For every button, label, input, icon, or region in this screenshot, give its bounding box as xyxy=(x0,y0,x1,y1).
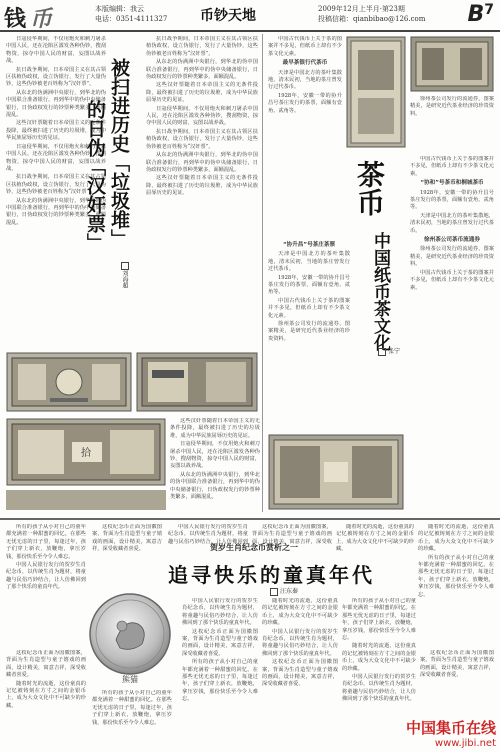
article3-kicker: 贺岁生肖纪念币赏析之一 xyxy=(210,542,298,552)
banknote-image-1 xyxy=(6,352,132,412)
site-watermark xyxy=(406,717,496,749)
article3-body-left-top xyxy=(6,524,86,648)
article2-paragraph: 徐州茶公司发行的流通券，图案精美，是研究近代茶业经济的珍贵资料。 xyxy=(410,246,494,268)
article3-paragraph: 随着时光的流逝，这份童真的记忆被铸刻在方寸之间的金银币上，成为大众文化中不可缺少的珍藏。 xyxy=(418,524,494,553)
tea-note-image-2 xyxy=(410,36,494,92)
article1-paragraph: 抗日战争期间，日本帝国主义在其占领区扶植伪政权，设立伪银行，发行了大量伪钞，这些伪钞被老百姓称为“汉奸票”。 xyxy=(6,174,106,196)
article3-body-col5-top xyxy=(336,524,414,564)
article3-paragraph: 中国人民银行发行的贺岁生肖纪念币，以传统生肖为题材，将童趣与民俗巧妙结合，让人仿佛回到了那个快乐的童真年代。 xyxy=(342,674,416,703)
page-letter: B xyxy=(467,2,485,27)
article3-byline xyxy=(270,586,298,596)
article3-body-col3-bottom xyxy=(182,598,258,746)
article1-paragraph: 从东北的伪满洲中央银行，到华北的伪中国联合准备银行，再到华中的伪中央储备银行，日伪政权发行的钞票种类繁多，面额混乱。 xyxy=(146,152,258,173)
byline-box xyxy=(270,588,278,596)
svg-text:拾: 拾 xyxy=(81,448,91,459)
article1-paragraph: 抗日战争期间，日本帝国主义在其占领区扶植伪政权，设立伪银行，发行了大量伪钞，这些伪钞被老百姓称为“汉奸票”。 xyxy=(146,128,258,150)
article2-paragraph: 徐州茶公司发行的流通券，图案精美，是研究近代茶业经济的珍贵资料。 xyxy=(410,96,494,117)
article2-paragraph: 1928年，安徽一带的协升昌号茶庄发行的茶票，面额有壹角、贰角等。 xyxy=(268,274,350,296)
tea-note-image-1 xyxy=(346,36,406,148)
page-digit: 7 xyxy=(484,2,494,18)
article3-paragraph: 随着时光的流逝，这份童真的记忆被铸刻在方寸之间的金银币上，成为大众文化中不可缺少的珍藏。 xyxy=(6,680,86,709)
section-title: 币钞天地 xyxy=(200,8,256,24)
article2-title-2: 中国纸币茶文化 xyxy=(370,232,390,351)
article1-paragraph: 抗日战争期间，日本帝国主义在其占领区扶植伪政权，设立伪银行，发行了大量伪钞，这些伪钞被老百姓称为“汉奸票”。 xyxy=(6,66,106,88)
article3-paragraph: 随着时光的流逝，这份童真的记忆被铸刻在方寸之间的金银币上，成为大众文化中不可缺少的珍藏。 xyxy=(262,598,338,627)
watermark-url: www.jibi.net xyxy=(434,738,496,749)
article2-paragraph: 1928年，安徽一带的协升昌号茶庄发行的茶票，面额有壹角、贰角等。 xyxy=(410,189,494,211)
article2-body-right xyxy=(410,156,494,512)
banknote-image-2 xyxy=(136,352,258,412)
article2-paragraph: 天津是中国北方的茶叶集散地，清末民初，当地的茶庄曾发行过代茶币。 xyxy=(410,212,494,234)
section-divider xyxy=(0,518,500,520)
article3-body-left-bottom xyxy=(6,650,86,746)
masthead-logo xyxy=(4,2,54,33)
article3-paragraph: 中国人民银行发行的贺岁生肖纪念币，以传统生肖为题材，将童趣与民俗巧妙结合，让人仿佛回到了那个快乐的童真年代。 xyxy=(182,598,258,627)
article1-paragraph: 从东北的伪满洲中央银行，到华北的伪中国联合准备银行，再到华中的伪中央储备银行，日伪政权发行的钞票种类繁多，面额混乱。 xyxy=(6,89,106,119)
article3-paragraph: 随着时光的流逝，这份童真的记忆被铸刻在方寸之间的金银币上，成为大众文化中不可缺少的珍藏。 xyxy=(336,524,414,553)
article1-paragraph: 日寇侵华期间，不仅用炮火和刺刀屠杀中国人民，还在沦陷区滥发各种伪钞，搜刮物资，掠夺中国人民的财富，妄图以战养战。 xyxy=(6,36,106,65)
article3-body-col3-top xyxy=(168,524,248,544)
phone-line: 电话：0351-4111327 xyxy=(95,15,168,23)
article1-paragraph: 日寇侵华期间，不仅用炮火和刺刀屠杀中国人民，还在沦陷区滥发各种伪钞，搜刮物资，掠夺中国人民的财富，妄图以战养战。 xyxy=(170,441,260,470)
article1-paragraph: 这些汉奸票随着日本帝国主义的无条件投降，最终被扫进了历史的垃圾堆，成为中华民族屈辱历史的见证。 xyxy=(146,175,258,197)
article2-subhead: “协和”号茶币和桐城茶币 xyxy=(420,180,484,187)
article2-paragraph: 徐州茶公司发行的流通券，图案精美，是研究近代茶业经济的珍贵资料。 xyxy=(268,321,350,342)
article1-title-2: 的日伪「汉奸票」 xyxy=(84,100,106,252)
article3-paragraph: 随着时光的流逝，这份童真的记忆被铸刻在方寸之间的金银币上，成为大众文化中不可缺少的珍藏。 xyxy=(342,643,416,672)
article1-author: 刘海超 xyxy=(121,270,128,288)
article2-author: 张宁 xyxy=(388,348,401,355)
article3-paragraph: 这枚纪念币正面为国徽图案，背面为生肖造型与童子嬉戏的画面，设计精美，寓意吉祥，深受收 xyxy=(252,524,332,544)
article3-paragraph: 这枚纪念币正面为国徽图案，背面为生肖造型与童子嬉戏的画面，设计精美，寓意吉祥，深受收藏者喜爱。 xyxy=(182,628,258,657)
article2-subhead: 徐州茶公司茶币流通券 xyxy=(424,237,480,244)
byline-box xyxy=(121,262,129,270)
article3-paragraph: 所有的孩子从小对自己的童年都充满着一种甜蜜的回忆。在那些无忧无虑的日子里，每逢过年，孩子们穿上新衣，放鞭炮，拿压岁钱，那份快乐至今令人难忘。 xyxy=(6,524,86,560)
article2-paragraph: 中国古代钱币上关于茶的图案并不多见，但纸币上却有不少茶文化元素。 xyxy=(410,269,494,291)
article3-body-col2-bottom xyxy=(92,690,172,746)
issue-info xyxy=(318,4,425,24)
article3-body-col2-top xyxy=(92,524,162,564)
editor-info xyxy=(95,4,167,24)
article3-body-right xyxy=(418,524,494,648)
banknote-image-3 xyxy=(6,418,166,486)
logo-char-2: 币 xyxy=(30,6,55,32)
article2-paragraph: 中国古代钱币上关于茶的图案并不多见，但纸币上却有不少茶文化元素。 xyxy=(268,297,350,319)
article1-paragraph: 这些汉奸票随着日本帝国主义的无条件投降，最终被扫进了历史的垃圾堆，成为中华民族屈辱历史的见证。 xyxy=(146,82,258,104)
article3-author: 汪东秦 xyxy=(280,588,299,595)
article1-paragraph: 这些汉奸票随着日本帝国主义的无条件投降，最终被扫进了历史的垃圾堆，成为中华民族屈辱历史的见证。 xyxy=(6,120,106,142)
watermark-title: 中国集币在线 xyxy=(405,719,496,737)
article1-body-bottom xyxy=(170,418,260,508)
article1-title-1: 被扫进历史「垃圾堆」 xyxy=(108,58,130,248)
editor-line: 本版编辑：我云 xyxy=(95,5,144,13)
article3-title: 追寻快乐的童真年代 xyxy=(168,563,375,587)
coin-image xyxy=(86,590,174,686)
article1-paragraph: 抗日战争期间，日本帝国主义在其占领区扶植伪政权，设立伪银行，发行了大量伪钞，这些伪钞被老百姓称为“汉奸票”。 xyxy=(146,36,258,57)
article2-subhead: 最早茶银行代茶币 xyxy=(282,60,328,67)
article2-paragraph: 1928年，安徽一带的协升昌号茶庄发行的茶票，面额有壹角、贰角等。 xyxy=(268,92,342,114)
article1-paragraph: 从东北的伪满洲中央银行，到华北的伪中国联合准备银行，再到华中的伪中央储备银行，日伪政权发行的钞票种类繁多，面额混乱。 xyxy=(170,471,260,501)
banknote-image-4 xyxy=(6,490,166,510)
article2-body-left xyxy=(268,36,342,236)
article1-paragraph: 日寇侵华期间，不仅用炮火和刺刀屠杀中国人民，还在沦陷区滥发各种伪钞，搜刮物资，掠夺中国人民的财富，妄图以战养战。 xyxy=(6,143,106,172)
article2-byline xyxy=(378,346,400,356)
article3-body-col4-bottom xyxy=(262,598,338,746)
article1-body-mid xyxy=(146,36,258,346)
logo-char-1: 钱 xyxy=(4,6,29,32)
article3-paragraph: 这枚纪念币正面为国徽图案，背面为生肖造型与童子嬉戏的画面，设计精美，寓意吉祥，深受收藏者喜爱。 xyxy=(92,524,162,553)
article3-paragraph: 这枚纪念币正面为国徽图案，背面为生肖造型与童子嬉戏的画面，设计精美，寓意吉祥，深受收藏者喜爱。 xyxy=(420,650,494,679)
page-header xyxy=(0,0,500,32)
page-number xyxy=(467,2,494,27)
article2-title-1: 茶币 xyxy=(353,160,386,216)
column-divider xyxy=(262,34,263,512)
submission-email: 投稿信箱：qianbibao@126.com xyxy=(318,15,426,23)
article3-paragraph: 中国人民银行发行的贺岁生肖纪念币，以传统生肖为题材，将童趣与民俗巧妙结合，让人仿佛回到了那个快乐的童真年代。 xyxy=(262,628,338,657)
article2-paragraph: 中国古代钱币上关于茶的图案并不多见，但纸币上却有不少茶文化元素。 xyxy=(268,36,342,57)
article1-paragraph: 日寇侵华期间，不仅用炮火和刺刀屠杀中国人民，还在沦陷区滥发各种伪钞，搜刮物资，掠夺中国人民的财富，妄图以战养战。 xyxy=(146,105,258,127)
article2-paragraph: 天津是中国北方的茶叶集散地，清末民初，当地的茶庄曾发行过代茶币。 xyxy=(268,69,342,91)
article3-paragraph: 中国人民银行发行的贺岁生肖纪念币，以传统生肖为题材，将童趣与民俗巧妙结合，让人仿佛回到 xyxy=(168,524,248,544)
article3-body-col4-top xyxy=(252,524,332,544)
article1-paragraph: 从东北的伪满洲中央银行，到华北的伪中国联合准备银行，再到华中的伪中央储备银行，日伪政权发行的钞票种类繁多，面额混乱。 xyxy=(146,59,258,81)
coin-label: 熊猫 xyxy=(122,675,138,684)
article3-paragraph: 这枚纪念币正面为国徽图案，背面为生肖造型与童子嬉戏的画面，设计精美，寓意吉祥，深受收藏者喜爱。 xyxy=(262,659,338,688)
article1-byline xyxy=(120,262,131,288)
article3-paragraph: 这枚纪念币正面为国徽图案，背面为生肖造型与童子嬉戏的画面，设计精美，寓意吉祥，深受收藏者喜爱。 xyxy=(6,650,86,679)
article2-body-right-top xyxy=(410,96,494,152)
article3-body-right-bottom xyxy=(420,650,494,718)
article3-paragraph: 所有的孩子从小对自己的童年都充满着一种甜蜜的回忆。在那些无忧无虑的日子里，每逢过年，孩子们穿上新衣，放鞭炮，拿压岁钱，那份快乐至今令人难忘。 xyxy=(182,659,258,703)
article2-paragraph: 中国古代钱币上关于茶的图案并不多见，但纸币上却有不少茶文化元素。 xyxy=(410,156,494,177)
issue-date: 2009年12月上半月·第23期 xyxy=(318,5,405,13)
article1-paragraph: 从东北的伪满洲中央银行，到华北的伪中国联合准备银行，再到华中的伪中央储备银行，日伪政权发行的钞票种类繁多，面额混乱。 xyxy=(6,197,106,226)
tea-note-image-3 xyxy=(268,434,404,510)
article3-body-col5-bottom xyxy=(342,598,416,746)
article3-paragraph: 中国人民银行发行的贺岁生肖纪念币，以传统生肖为题材，将童趣与民俗巧妙结合，让人仿佛回到了那个快乐的童真年代。 xyxy=(6,562,86,591)
article3-paragraph: 所有的孩子从小对自己的童年都充满着一种甜蜜的回忆。在那些无忧无虑的日子里，每逢过年，孩子们穿上新衣，放鞭炮，拿压岁钱，那份快乐至今令人难忘。 xyxy=(342,598,416,642)
article2-subhead: “协升昌”号茶庄茶票 xyxy=(282,242,336,248)
article3-paragraph: 所有的孩子从小对自己的童年都充满着一种甜蜜的回忆。在那些无忧无虑的日子里，每逢过年，孩子们穿上新衣，放鞭炮，拿压岁钱，那份快乐至今令人难忘。 xyxy=(92,690,172,726)
article1-paragraph: 这些汉奸票随着日本帝国主义的无条件投降，最终被扫进了历史的垃圾堆，成为中华民族屈辱历史的见证。 xyxy=(170,418,260,439)
article2-paragraph: 天津是中国北方的茶叶集散地，清末民初，当地的茶庄曾发行过代茶币。 xyxy=(268,251,350,273)
byline-box xyxy=(378,348,386,356)
article3-paragraph: 所有的孩子从小对自己的童年都充满着一种甜蜜的回忆。在那些无忧无虑的日子里，每逢过年，孩子们穿上新衣，放鞭炮，拿压岁钱，那份快乐至今令人难忘。 xyxy=(418,554,494,598)
